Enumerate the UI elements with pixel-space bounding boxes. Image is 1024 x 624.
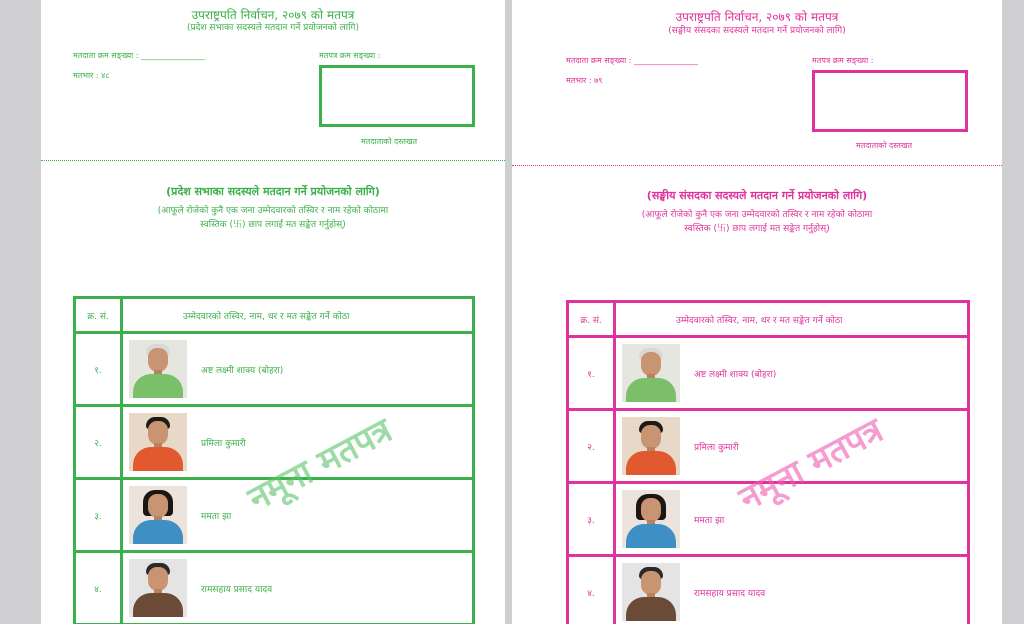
- candidate-name: प्रमिला कुमारी: [694, 442, 739, 453]
- table-header-sn: क्र. सं.: [568, 302, 615, 337]
- candidate-name: रामसहाय प्रसाद यादव: [694, 588, 766, 599]
- vote-mark-cell[interactable]: [122, 552, 474, 624]
- perforation-line: [512, 165, 1002, 166]
- ballot-serial-box: [319, 65, 475, 127]
- vote-mark-cell[interactable]: [615, 483, 969, 556]
- candidate-photo: [129, 413, 187, 471]
- voter-signature-label: मतदाताको दस्तखत: [361, 137, 418, 146]
- candidate-photo: [622, 490, 680, 548]
- candidate-row[interactable]: [75, 333, 474, 406]
- voting-instruction: (आफूले रोजेको कुनै एक जना उम्मेदवारको तस्विर र नाम रहेको कोठामा स्वस्तिक (卐) छाप लगाई मत सङ्केत गर्नुहोस्): [641, 210, 873, 234]
- candidate-name: ममता झा: [694, 515, 725, 526]
- table-header-sn: क्र. सं.: [75, 298, 122, 333]
- ballot-serial-label: मतपत्र क्रम सङ्ख्या :: [319, 51, 381, 60]
- candidate-serial: ३.: [75, 479, 122, 552]
- ballot-title: उपराष्ट्रपति निर्वाचन, २०७९ को मतपत्र: [191, 8, 355, 22]
- candidate-photo: [129, 340, 187, 398]
- candidate-photo: [129, 486, 187, 544]
- candidate-photo: [622, 417, 680, 475]
- candidate-photo: [129, 559, 187, 617]
- candidate-name: रामसहाय प्रसाद यादव: [201, 584, 273, 595]
- vote-mark-cell[interactable]: [615, 337, 969, 410]
- federal-ballot-sheet: [512, 0, 1002, 624]
- candidate-photo: [622, 563, 680, 621]
- voter-signature-label: मतदाताको दस्तखत: [856, 141, 913, 150]
- candidate-photo: [622, 344, 680, 402]
- ballot-title: उपराष्ट्रपति निर्वाचन, २०७९ को मतपत्र: [675, 10, 839, 24]
- candidate-row[interactable]: [568, 410, 969, 483]
- candidate-name: ममता झा: [201, 511, 232, 522]
- candidate-table: [73, 296, 475, 624]
- candidate-row[interactable]: [568, 483, 969, 556]
- voter-serial-label: मतदाता क्रम सङ्ख्या : ________________: [566, 56, 698, 65]
- candidate-name: अष्ट लक्ष्मी शाक्य (बोहरा): [694, 369, 777, 380]
- candidate-row[interactable]: [568, 556, 969, 624]
- candidate-row[interactable]: [75, 479, 474, 552]
- ballot-serial-label: मतपत्र क्रम सङ्ख्या :: [812, 56, 874, 65]
- voting-instruction: (आफूले रोजेको कुनै एक जना उम्मेदवारको तस्विर र नाम रहेको कोठामा स्वस्तिक (卐) छाप लगाई मत सङ्केत गर्नुहोस्): [157, 206, 389, 230]
- section-heading: (सङ्घीय संसदका सदस्यले मतदान गर्ने प्रयोजनको लागि): [646, 189, 868, 202]
- ballot-subtitle: (सङ्घीय संसदका सदस्यले मतदान गर्ने प्रयोजनको लागि): [668, 26, 846, 36]
- vote-mark-cell[interactable]: [122, 333, 474, 406]
- vote-mark-cell[interactable]: [122, 406, 474, 479]
- provincial-ballot-sheet: [41, 0, 505, 624]
- ballot-subtitle: (प्रदेश सभाका सदस्यले मतदान गर्ने प्रयोजनको लागि): [187, 23, 359, 33]
- candidate-row[interactable]: [75, 552, 474, 624]
- vote-weight-label: मतभार : ७९: [566, 76, 603, 85]
- sample-ballot-watermark: नमूना मतपत्र: [732, 410, 890, 520]
- candidate-serial: ४.: [75, 552, 122, 624]
- table-header-description: उम्मेदवारको तस्विर, नाम, थर र मत सङ्केत गर्ने कोठा: [615, 302, 969, 337]
- candidate-table: [566, 300, 970, 624]
- candidate-serial: ४.: [568, 556, 615, 624]
- ballot-serial-box: [812, 70, 968, 132]
- vote-mark-cell[interactable]: [615, 556, 969, 624]
- candidate-serial: २.: [568, 410, 615, 483]
- candidate-name: अष्ट लक्ष्मी शाक्य (बोहरा): [201, 365, 284, 376]
- vote-weight-label: मतभार : ४८: [73, 71, 110, 80]
- vote-mark-cell[interactable]: [615, 410, 969, 483]
- section-heading: (प्रदेश सभाका सदस्यले मतदान गर्ने प्रयोजनको लागि): [166, 185, 380, 198]
- perforation-line: [41, 160, 505, 161]
- voter-serial-label: मतदाता क्रम सङ्ख्या : ________________: [73, 51, 205, 60]
- candidate-serial: २.: [75, 406, 122, 479]
- candidate-serial: १.: [75, 333, 122, 406]
- candidate-name: प्रमिला कुमारी: [201, 438, 246, 449]
- candidate-serial: १.: [568, 337, 615, 410]
- candidate-serial: ३.: [568, 483, 615, 556]
- candidate-row[interactable]: [75, 406, 474, 479]
- vote-mark-cell[interactable]: [122, 479, 474, 552]
- table-header-description: उम्मेदवारको तस्विर, नाम, थर र मत सङ्केत गर्ने कोठा: [122, 298, 474, 333]
- candidate-row[interactable]: [568, 337, 969, 410]
- sample-ballot-watermark: नमूना मतपत्र: [241, 410, 399, 520]
